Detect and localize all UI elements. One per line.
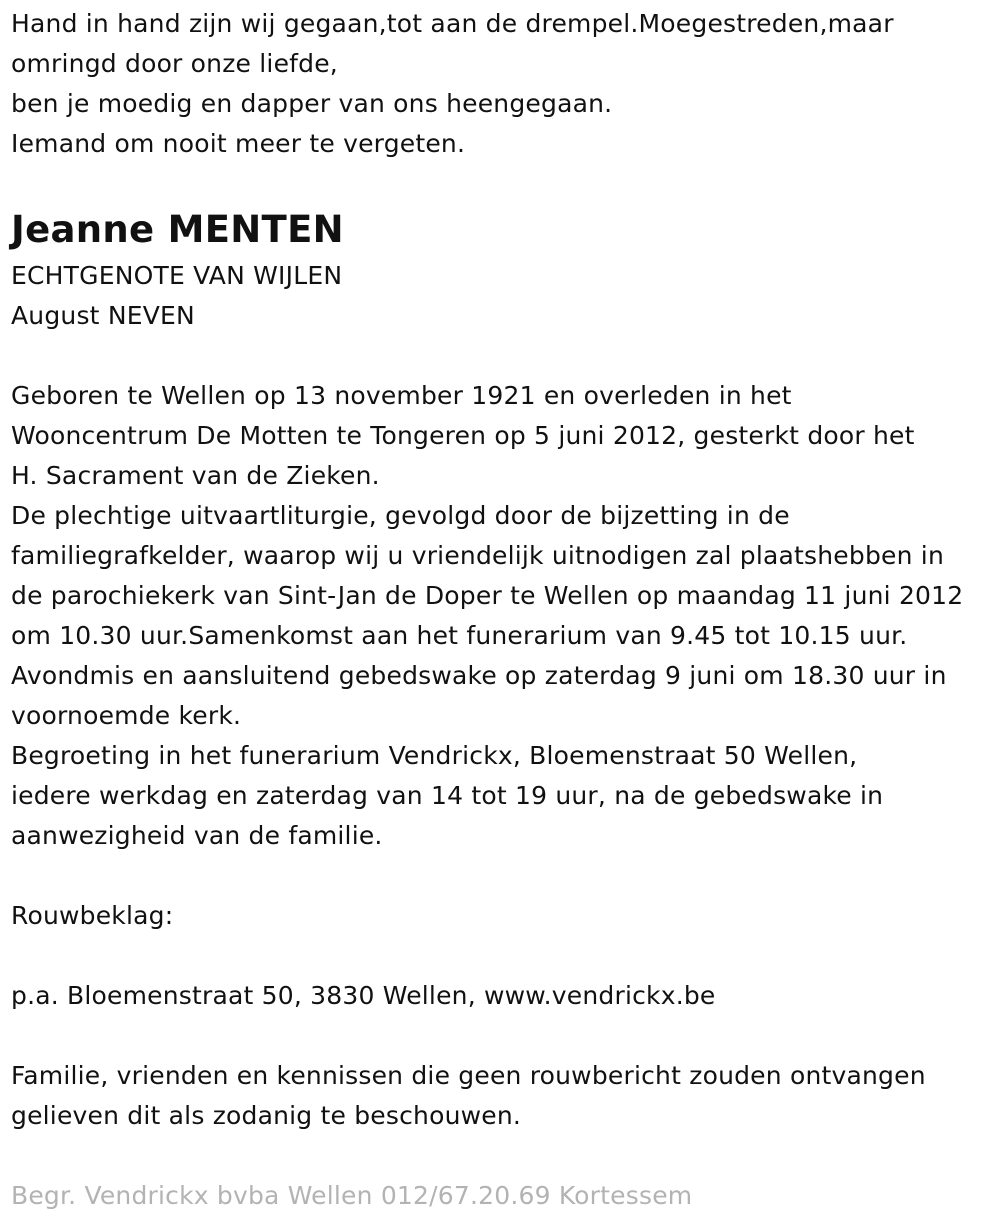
- body-line: iedere werkdag en zaterdag van 14 tot 19 uur, na de gebedswake in: [11, 781, 884, 810]
- body-line: voornoemde kerk.: [11, 701, 242, 730]
- body-line: familiegrafkelder, waarop wij u vriendelijk uitnodigen zal plaatshebben in: [11, 541, 944, 570]
- body-line: Geboren te Wellen op 13 november 1921 en overleden in het: [11, 381, 792, 410]
- poem-line: omringd door onze liefde,: [11, 49, 338, 78]
- body-line: H. Sacrament van de Zieken.: [11, 461, 380, 490]
- spacer: [11, 856, 996, 896]
- body-line: aanwezigheid van de familie.: [11, 821, 383, 850]
- notice-line: Familie, vrienden en kennissen die geen rouwbericht zouden ontvangen: [11, 1061, 926, 1090]
- condolence-label: Rouwbeklag:: [11, 901, 174, 930]
- spacer: [11, 1136, 996, 1176]
- funeral-home-footer: Begr. Vendrickx bvba Wellen 012/67.20.69 Kortessem: [11, 1181, 693, 1210]
- spacer: [11, 1016, 996, 1056]
- condolence-address: p.a. Bloemenstraat 50, 3830 Wellen, www.vendrickx.be: [11, 981, 716, 1010]
- deceased-name: Jeanne MENTEN: [11, 208, 344, 251]
- body-line: de parochiekerk van Sint-Jan de Doper te Wellen op maandag 11 juni 2012: [11, 581, 964, 610]
- body-line: Wooncentrum De Motten te Tongeren op 5 juni 2012, gesterkt door het: [11, 421, 915, 450]
- poem-line: Hand in hand zijn wij gegaan,tot aan de drempel.Moegestreden,maar: [11, 9, 894, 38]
- deceased-spouse: August NEVEN: [11, 301, 195, 330]
- deceased-relation: ECHTGENOTE VAN WIJLEN: [11, 261, 343, 290]
- spacer: [11, 336, 996, 376]
- body-line: De plechtige uitvaartliturgie, gevolgd door de bijzetting in de: [11, 501, 790, 530]
- poem-section: [11, 4, 996, 164]
- body-line: om 10.30 uur.Samenkomst aan het funerarium van 9.45 tot 10.15 uur.: [11, 621, 908, 650]
- obituary-body: [11, 376, 996, 856]
- spacer: [11, 936, 996, 976]
- poem-line: Iemand om nooit meer te vergeten.: [11, 129, 466, 158]
- notice-section: [11, 1056, 996, 1136]
- poem-line: ben je moedig en dapper van ons heengegaan.: [11, 89, 613, 118]
- body-line: Avondmis en aansluitend gebedswake op zaterdag 9 juni om 18.30 uur in: [11, 661, 947, 690]
- obituary-document: [11, 4, 996, 1216]
- notice-line: gelieven dit als zodanig te beschouwen.: [11, 1101, 522, 1130]
- body-line: Begroeting in het funerarium Vendrickx, Bloemenstraat 50 Wellen,: [11, 741, 858, 770]
